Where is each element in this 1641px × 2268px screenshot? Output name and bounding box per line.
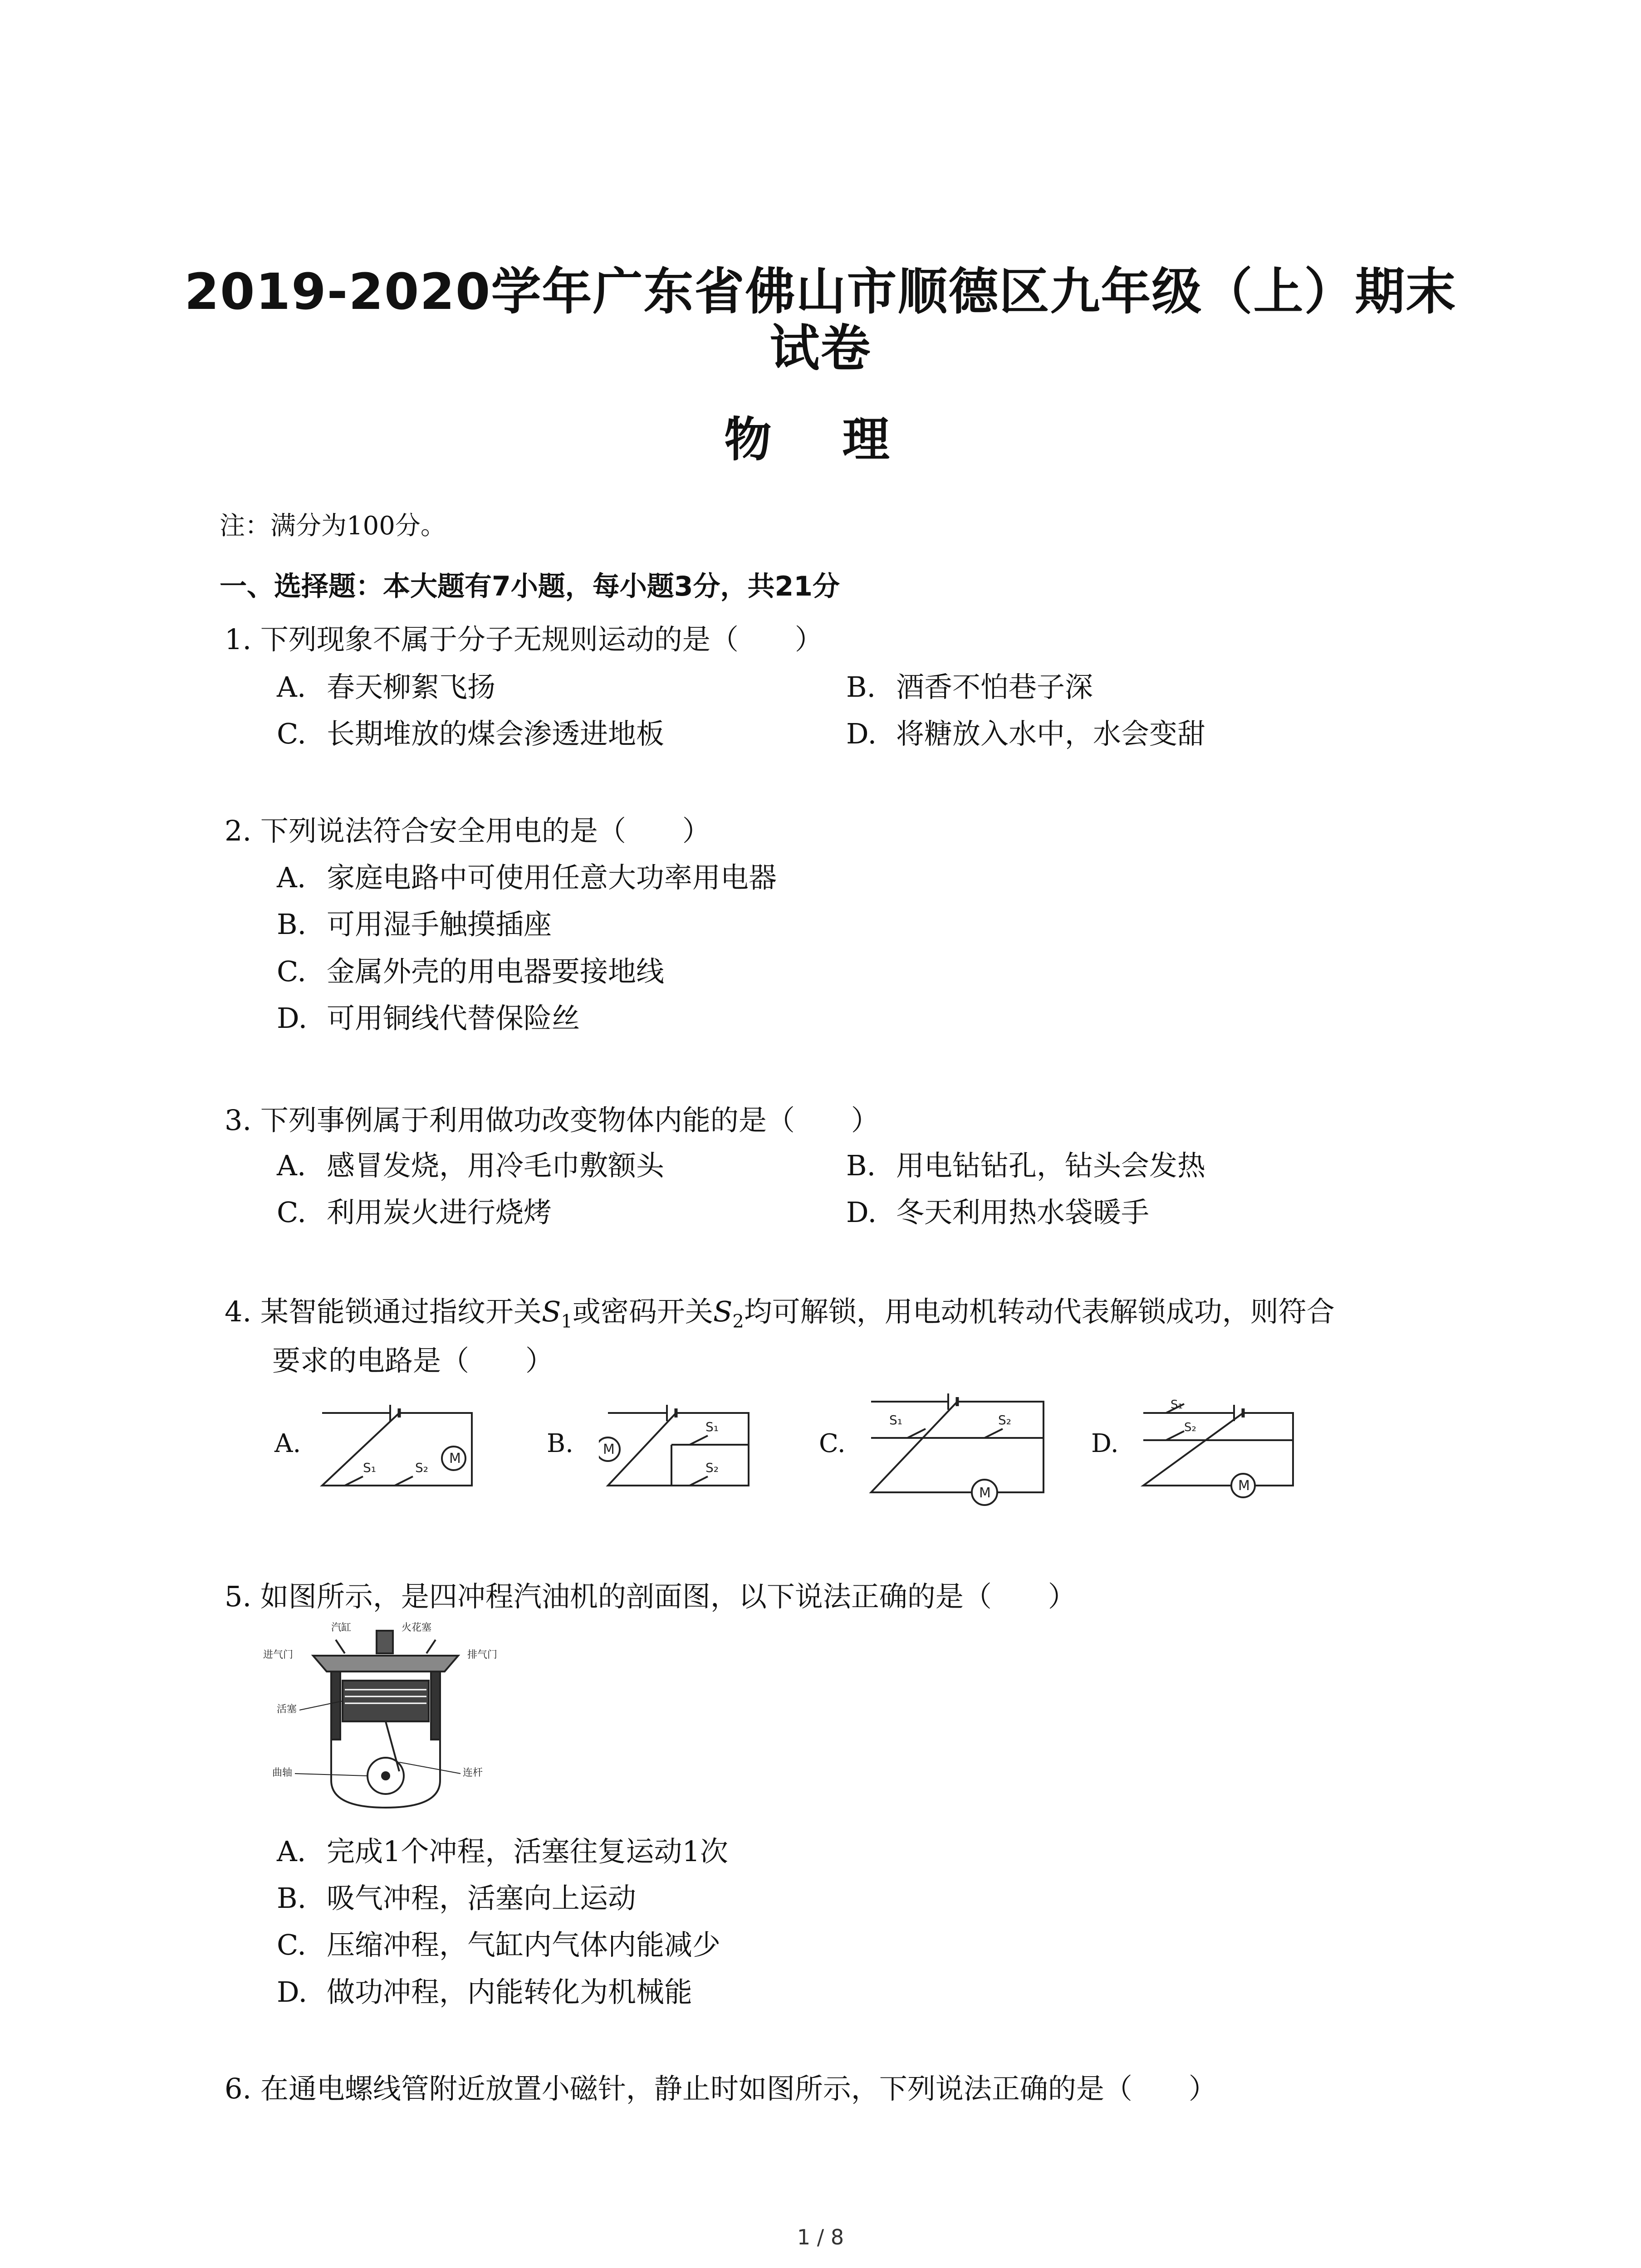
svg-text:S₂: S₂	[705, 1460, 719, 1475]
q4-choice-c-label: C.	[819, 1429, 846, 1458]
section-heading: 一、选择题：本大题有7小题，每小题3分，共21分	[220, 571, 840, 602]
q2-option-a: A. 家庭电路中可使用任意大功率用电器	[277, 861, 777, 894]
svg-text:汽缸: 汽缸	[331, 1622, 352, 1633]
q1-option-d: D. 将糖放入水中，水会变甜	[846, 717, 1206, 750]
q5-option-a: A. 完成1个冲程，活塞往复运动1次	[277, 1835, 728, 1868]
svg-text:S₁: S₁	[363, 1460, 376, 1475]
svg-text:曲轴: 曲轴	[272, 1767, 293, 1779]
circuit-diagram-d	[1134, 1399, 1302, 1499]
exam-title-line2: 试卷	[769, 319, 872, 377]
q2-option-b: B. 可用湿手触摸插座	[277, 908, 552, 941]
circuit-diagram-b	[599, 1399, 762, 1499]
svg-text:M: M	[979, 1485, 991, 1501]
q3-option-c: C. 利用炭火进行烧烤	[277, 1196, 552, 1229]
circuit-diagram-a	[318, 1399, 481, 1499]
svg-text:M: M	[603, 1442, 615, 1457]
svg-text:火花塞: 火花塞	[402, 1622, 432, 1633]
q3-option-a: A. 感冒发烧，用冷毛巾敷额头	[277, 1149, 665, 1182]
page-number: 1 / 8	[797, 2225, 844, 2249]
motor-label-a: M	[449, 1451, 461, 1466]
q2-option-d: D. 可用铜线代替保险丝	[277, 1002, 580, 1035]
q1-option-c: C. 长期堆放的煤会渗透进地板	[277, 717, 665, 750]
engine-cross-section-figure	[263, 1622, 517, 1812]
svg-text:M: M	[1238, 1478, 1250, 1494]
question-5-stem: 5. 如图所示，是四冲程汽油机的剖面图，以下说法正确的是（ ）	[225, 1580, 1076, 1613]
q5-option-b: B. 吸气冲程，活塞向上运动	[277, 1882, 637, 1915]
svg-text:排气门: 排气门	[467, 1649, 498, 1661]
score-note: 注：满分为100分。	[220, 511, 446, 541]
svg-text:S₁: S₁	[889, 1413, 902, 1427]
exam-title-line1: 2019-2020学年广东省佛山市顺德区九年级（上）期末	[184, 263, 1457, 321]
q3-option-b: B. 用电钻钻孔，钻头会发热	[846, 1149, 1206, 1182]
q1-option-a: A. 春天柳絮飞扬	[277, 670, 496, 704]
svg-text:连杆: 连杆	[463, 1767, 483, 1779]
svg-text:S₁: S₁	[705, 1419, 719, 1434]
q4-choice-b-label: B.	[547, 1429, 573, 1458]
svg-text:S₂: S₂	[998, 1413, 1011, 1427]
svg-text:S₂: S₂	[415, 1460, 428, 1475]
svg-text:S₂: S₂	[1184, 1421, 1196, 1434]
q3-option-d: D. 冬天利用热水袋暖手	[846, 1196, 1150, 1229]
question-4-stem: 4. 某智能锁通过指纹开关$S_1$或密码开关$S_2$均可解锁，用电动机转动代表解锁成功，则符合	[225, 1295, 1335, 1332]
question-4-stem-line2: 要求的电路是（ ）	[272, 1344, 554, 1377]
q1-option-b: B. 酒香不怕巷子深	[846, 670, 1093, 704]
q4-choice-d-label: D.	[1091, 1429, 1119, 1458]
question-1-stem: 1. 下列现象不属于分子无规则运动的是（ ）	[225, 623, 823, 656]
q5-option-d: D. 做功冲程，内能转化为机械能	[277, 1975, 693, 2009]
question-2-stem: 2. 下列说法符合安全用电的是（ ）	[225, 814, 710, 847]
svg-text:S₁: S₁	[1171, 1399, 1183, 1412]
circuit-diagram-c	[862, 1388, 1053, 1510]
subject-title: 物 理	[724, 412, 917, 467]
svg-text:进气门: 进气门	[263, 1649, 294, 1661]
q2-option-c: C. 金属外壳的用电器要接地线	[277, 955, 665, 988]
question-6-stem: 6. 在通电螺线管附近放置小磁针，静止时如图所示，下列说法正确的是（ ）	[225, 2072, 1217, 2105]
question-3-stem: 3. 下列事例属于利用做功改变物体内能的是（ ）	[225, 1104, 879, 1137]
q5-option-c: C. 压缩冲程，气缸内气体内能减少	[277, 1928, 721, 1961]
q4-choice-a-label: A.	[274, 1429, 301, 1458]
svg-text:活塞: 活塞	[277, 1704, 297, 1715]
